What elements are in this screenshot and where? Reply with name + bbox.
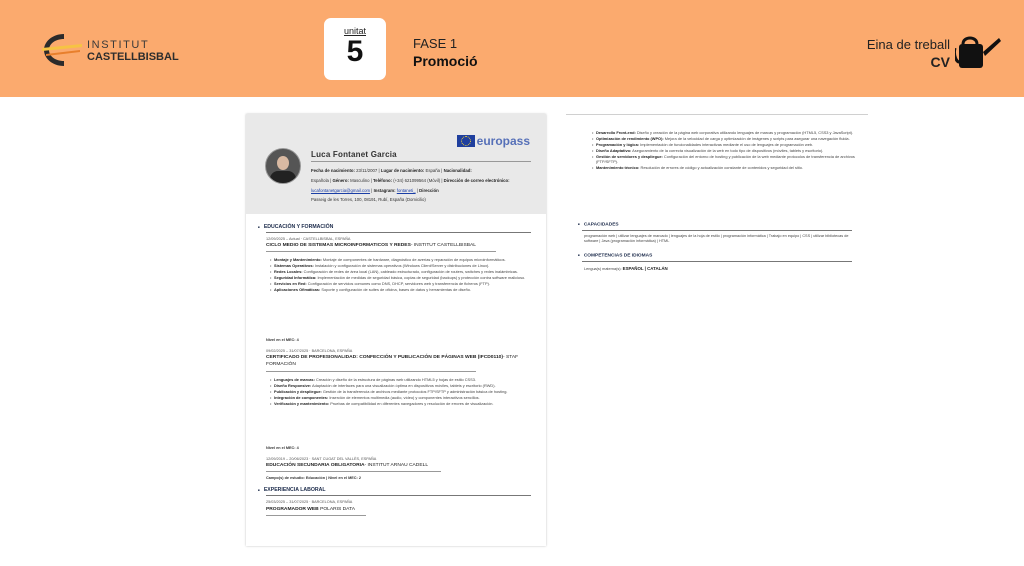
edu1-nivel: Nivel en el MEC: 4 [266,338,299,342]
eina-label: Eina de treball [866,37,950,52]
list-item: • Redes Locales: Configuración de redes de área local (LAN), cableado estructurado, configuración de routers, switches y redes inalámbricas. [274,269,532,274]
promocio-label: Promoció [413,53,478,69]
list-item: • Desarrollo Front-end: Diseño y creación de la página web corporativa utilizando lenguajes de marcas y programación (HTML5, CSS3 y JavaScript). [596,130,858,135]
list-item: • Publicación y despliegue: Gestión de la transferencia de archivos mediante protocolos FTP/SFTP y administración básica de hosting. [274,389,532,394]
section-divider [582,230,852,231]
list-item: • Diseño Responsive: Adaptación de interfaces para una visualización óptima en dispositivos móviles, tablets y escritorio (RWD). [274,383,532,388]
job-title: PROGRAMADOR WEB POLARIS DATA [266,507,355,512]
list-item: • Verificación y mantenimiento: Pruebas de compatibilidad en diferentes navegadores y resolución de errores de visualización. [274,401,532,406]
list-item: • Lenguajes de marcas: Creación y diseño de la estructura de páginas web utilizando HTML5 y hojas de estilo CSS3. [274,377,532,382]
edu1-bullets [274,257,532,293]
edu2-bullets [274,377,532,407]
cv-header [246,114,546,214]
logo-line1: INSTITUT [87,39,150,51]
list-item: • Montaje y Mantenimiento: Montaje de componentes de hardware, diagnóstico de averías y reparación de equipos microinformáticos. [274,257,532,262]
edu3-title: EDUCACIÓN SECUNDARIA OBLIGATORIA- INSTITUT ARNAU CADELL [266,463,429,468]
cv-name: Luca Fontanet Garcia [311,150,397,159]
edu1-date: 12/09/2025 – Actual · CASTELLBISBAL, ESPAÑA [266,237,351,241]
edu2-date: 09/02/2025 – 31/07/2025 · BARCELONA, ESPAÑA [266,349,353,353]
edu2-title: CERTIFICADO DE PROFESIONALIDAD: CONFECCIÓN Y PUBLICACIÓN DE PÁGINAS WEB (IFCD0110)- STAF FORMACIÓN [266,355,519,367]
list-item: • Optimización de rendimiento (WPO): Mejora de la velocidad de carga y optimización de imágenes y scripts para asegurar una navegación fluida. [596,136,858,141]
section-educacion-title: ■ EDUCACIÓN Y FORMACIÓN [258,224,333,230]
list-item: • Programación y lógica: Implementación de funcionalidades interactivas mediante el uso de lenguajes de programación web. [596,142,858,147]
idiomas-text: Lengua(s) materna(s): ESPAÑOL | CATALÁN [584,266,668,271]
europass-text: europass [476,133,530,148]
list-item: • Seguridad Informática: Implementación de medidas de seguridad básica, copias de seguridad (backups) y protección contra software malicioso. [274,275,532,280]
cv-page-1 [246,114,546,546]
avatar [265,148,301,184]
job-date: 25/03/2025 – 31/07/2025 · BARCELONA, ESPAÑA [266,500,353,504]
section-divider [266,232,531,233]
edu3-date: 12/09/2019 – 20/06/2023 · SANT CUGAT DEL VALLÈS, ESPAÑA [266,457,377,461]
europass-logo [457,132,530,150]
list-item: • Servicios en Red: Configuración de servicios comunes como DNS, DHCP, servidores web y transferencia de ficheros (FTP). [274,281,532,286]
institut-logo [40,30,179,70]
edu1-title: CICLO MEDIO DE SISTEMAS MICROINFORMATICOS Y REDES- INSTITUT CASTELLBISBAL [266,243,476,248]
section-idiomas-title: ■ COMPETENCIAS DE IDIOMAS [578,253,652,258]
eu-flag-icon [457,135,475,147]
institut-castellbisbal-logo-icon [40,30,84,70]
capacidades-text: programación web | utilizar lenguajes de marcado | lenguajes de la hoja de estilo | programación informática | Trabajo en equipo | CSS | utilizar bibliotecas de software | Java (programación informática) | HTML [584,234,849,243]
instagram-link[interactable]: fontaneti_ [396,187,416,193]
section-divider [266,495,531,496]
list-item: • Mantenimiento técnico: Resolución de errores de código y actualización constante de contenidos y seguridad del sitio. [596,165,858,170]
logo-line2: CASTELLBISBAL [87,51,179,63]
name-divider [311,161,531,162]
eina-cv-label: CV [930,54,950,70]
edu2-nivel: Nivel en el MEC: 4 [266,446,299,450]
section-divider [582,261,852,262]
header-banner [0,0,1024,97]
edu3-campo: Campo(s) de estudio: Educación | Nivel en el MEC: 2 [266,476,361,480]
list-item: • Aplicaciones Ofimáticas: Soporte y configuración de suites de oficina, bases de datos y herramientas de diseño. [274,287,532,292]
section-capacidades-title: ■ CAPACIDADES [578,222,619,227]
list-item: • Integración de componentes: Inserción de elementos multimedia (audio, vídeo) y componentes interactivos sencillos. [274,395,532,400]
eina-de-treball [867,37,950,70]
cv-page-2 [566,114,868,284]
list-item: • Sistemas Operativos: Instalación y configuración de sistemas operativos (Windows Client/Server y distribuciones de Linux). [274,263,532,268]
unit-badge [324,18,386,80]
list-item: • Gestión de servidores y despliegue: Configuración del entorno de hosting y publicación de la web mediante protocolos de transferencia de archivos (FTP/SFTP). [596,154,858,164]
fase-label: FASE 1 [413,36,458,51]
job-bullets [596,130,858,171]
list-item: • Diseño Adaptativo: Aseguramiento de la correcta visualización de la web en todo tipo de dispositivos (móviles, tablets y escritorio). [596,148,858,153]
section-experiencia-title: ■ EXPERIENCIA LABORAL [258,487,326,493]
watering-can-icon [955,34,1001,72]
unit-number: 5 [346,35,364,68]
email-link[interactable]: lucafontanetgarcia@gmail.com [311,187,371,193]
unit-label: unitat [343,26,367,36]
cv-personal-info: Fecha de nacimiento: 23/11/2007 | Lugar de nacimiento: España | Nacionalidad: Española | Género: Masculino | Teléfono: (+34) 621099564 (Móvil) | Dirección de correo electrónico: lucafontanetgarcia@gmail.com | Instagram: fontaneti_ | Dirección Passeig de les Torres, 100, 08191, Rubí, España (Domicilio) [311,168,510,203]
